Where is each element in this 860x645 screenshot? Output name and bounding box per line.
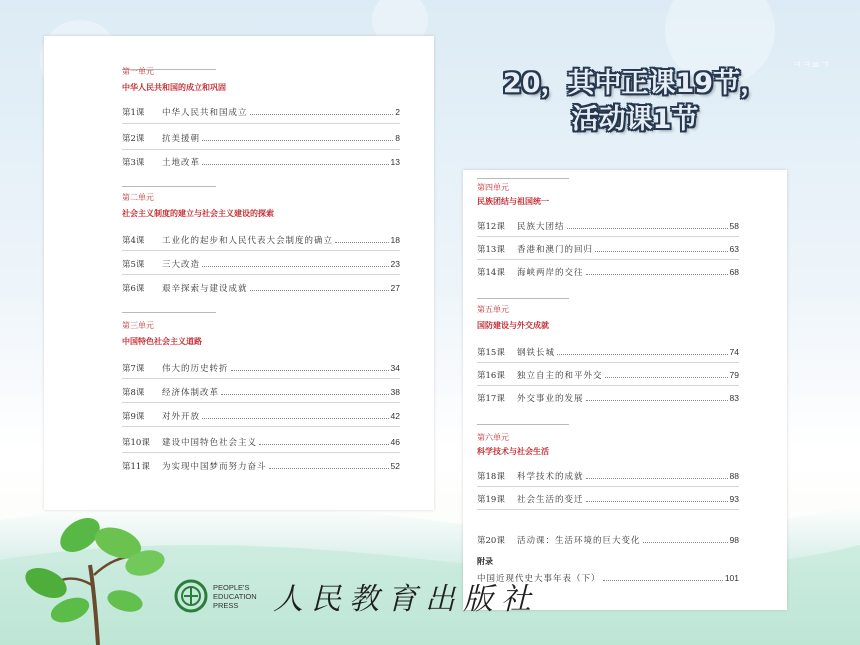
toc-page-right bbox=[463, 170, 787, 610]
unit-number: 第六单元 bbox=[477, 433, 509, 442]
dot-leader bbox=[586, 274, 728, 275]
lesson-title: 外交事业的发展 bbox=[517, 394, 584, 404]
lesson-title: 三大改造 bbox=[162, 260, 201, 270]
slide-headline bbox=[470, 66, 800, 138]
dot-leader bbox=[595, 251, 728, 252]
page-number: 83 bbox=[729, 393, 739, 403]
divider bbox=[122, 149, 400, 150]
unit-number: 第四单元 bbox=[477, 183, 509, 192]
lesson-number: 第16课 bbox=[477, 371, 505, 381]
lesson-number: 第9课 bbox=[122, 412, 145, 422]
unit-number: 第三单元 bbox=[122, 321, 154, 330]
lesson-row[interactable] bbox=[122, 234, 400, 246]
lesson-row[interactable] bbox=[477, 392, 739, 404]
toc-page-left bbox=[44, 36, 434, 510]
divider bbox=[477, 385, 739, 386]
lesson-number: 第7课 bbox=[122, 364, 145, 374]
divider bbox=[122, 378, 400, 379]
dot-leader bbox=[202, 266, 389, 267]
unit-number: 第二单元 bbox=[122, 193, 154, 202]
lesson-row[interactable] bbox=[477, 470, 739, 482]
plant-illustration bbox=[20, 505, 170, 645]
lesson-number: 第10课 bbox=[122, 438, 150, 448]
dot-leader bbox=[231, 370, 389, 371]
lesson-row[interactable] bbox=[122, 460, 400, 472]
publisher-logo-text: PEOPLE'S EDUCATION PRESS bbox=[213, 582, 257, 610]
lesson-number: 第17课 bbox=[477, 394, 505, 404]
dot-leader bbox=[202, 140, 393, 141]
lesson-number: 第5课 bbox=[122, 260, 145, 270]
lesson-title: 社会生活的变迁 bbox=[517, 495, 584, 505]
lesson-number: 第13课 bbox=[477, 245, 505, 255]
lesson-title: 抗美援朝 bbox=[162, 134, 201, 144]
divider bbox=[122, 250, 400, 251]
page-number: 13 bbox=[390, 157, 400, 167]
lesson-title: 活动课：生活环境的巨大变化 bbox=[517, 536, 641, 546]
lesson-row[interactable] bbox=[477, 534, 739, 546]
page-number: 63 bbox=[729, 244, 739, 254]
lesson-number: 第20课 bbox=[477, 536, 505, 546]
divider bbox=[122, 123, 400, 124]
divider bbox=[477, 362, 739, 363]
dot-leader bbox=[605, 377, 728, 378]
dot-leader bbox=[335, 242, 389, 243]
page-number: 88 bbox=[729, 471, 739, 481]
lesson-row[interactable] bbox=[122, 410, 400, 422]
divider bbox=[122, 274, 400, 275]
page-number: 46 bbox=[390, 437, 400, 447]
page-number: 8 bbox=[395, 133, 400, 143]
unit-title: 国防建设与外交成就 bbox=[477, 320, 549, 330]
unit-rule bbox=[477, 178, 569, 179]
page-number: 74 bbox=[729, 347, 739, 357]
lesson-title: 海峡两岸的交往 bbox=[517, 268, 584, 278]
dot-leader bbox=[250, 290, 389, 291]
lesson-title: 经济体制改革 bbox=[162, 388, 220, 398]
lesson-title: 为实现中国梦而努力奋斗 bbox=[162, 462, 267, 472]
lesson-title: 对外开放 bbox=[162, 412, 201, 422]
dot-leader bbox=[221, 394, 389, 395]
lesson-number: 第18课 bbox=[477, 472, 505, 482]
lesson-number: 第19课 bbox=[477, 495, 505, 505]
lesson-row[interactable] bbox=[477, 493, 739, 505]
lesson-title: 工业化的起步和人民代表大会制度的确立 bbox=[162, 236, 334, 246]
unit-title: 中华人民共和国的成立和巩固 bbox=[122, 82, 226, 92]
lesson-number: 第1课 bbox=[122, 108, 145, 118]
lesson-title: 民族大团结 bbox=[517, 222, 565, 232]
unit-title: 科学技术与社会生活 bbox=[477, 446, 549, 456]
lesson-title: 科学技术的成就 bbox=[517, 472, 584, 482]
dot-leader bbox=[557, 354, 728, 355]
lesson-row[interactable] bbox=[477, 266, 739, 278]
lesson-title: 中华人民共和国成立 bbox=[162, 108, 248, 118]
page-number: 42 bbox=[390, 411, 400, 421]
divider bbox=[122, 426, 400, 427]
page-number: 38 bbox=[390, 387, 400, 397]
unit-title: 中国特色社会主义道路 bbox=[122, 336, 202, 346]
publisher-logo bbox=[174, 574, 539, 618]
lesson-title: 钢铁长城 bbox=[517, 348, 556, 358]
appendix-heading: 附录 bbox=[477, 556, 493, 566]
page-number: 23 bbox=[390, 259, 400, 269]
page-number: 18 bbox=[390, 235, 400, 245]
page-number: 58 bbox=[729, 221, 739, 231]
lesson-title: 艰辛探索与建设成就 bbox=[162, 284, 248, 294]
divider bbox=[122, 402, 400, 403]
lesson-number: 第11课 bbox=[122, 462, 150, 472]
headline-line-2: 活动课1节 bbox=[571, 104, 699, 135]
lesson-title: 独立自主的和平外交 bbox=[517, 371, 603, 381]
lesson-row[interactable] bbox=[122, 132, 400, 144]
corner-watermark: ㅋㅋ≡ㄱ bbox=[792, 60, 830, 71]
pep-emblem-icon bbox=[174, 579, 208, 613]
dot-leader bbox=[202, 418, 389, 419]
page-number: 101 bbox=[724, 573, 739, 583]
page-number: 79 bbox=[729, 370, 739, 380]
lesson-number: 第8课 bbox=[122, 388, 145, 398]
lesson-number: 第14课 bbox=[477, 268, 505, 278]
divider bbox=[122, 452, 400, 453]
page-number: 93 bbox=[729, 494, 739, 504]
lesson-number: 第6课 bbox=[122, 284, 145, 294]
publisher-script-name: 人民教育出版社 bbox=[273, 582, 539, 617]
lesson-title: 土地改革 bbox=[162, 158, 201, 168]
divider bbox=[477, 236, 739, 237]
dot-leader bbox=[643, 542, 728, 543]
page-number: 2 bbox=[395, 107, 400, 117]
lesson-row[interactable] bbox=[122, 282, 400, 294]
dot-leader bbox=[269, 468, 389, 469]
lesson-number: 第2课 bbox=[122, 134, 145, 144]
dot-leader bbox=[202, 164, 389, 165]
page-number: 27 bbox=[390, 283, 400, 293]
unit-rule bbox=[122, 186, 216, 187]
lesson-row[interactable] bbox=[122, 258, 400, 270]
dot-leader bbox=[586, 501, 728, 502]
lesson-number: 第4课 bbox=[122, 236, 145, 246]
page-number: 34 bbox=[390, 363, 400, 373]
unit-number: 第一单元 bbox=[122, 67, 154, 76]
dot-leader bbox=[567, 228, 728, 229]
headline-line-1: 20，其中正课19节， bbox=[502, 68, 768, 99]
dot-leader bbox=[586, 400, 728, 401]
divider bbox=[477, 259, 739, 260]
lesson-row[interactable] bbox=[122, 386, 400, 398]
dot-leader bbox=[586, 478, 728, 479]
lesson-title: 建设中国特色社会主义 bbox=[162, 438, 258, 448]
appendix-title: 中国近现代史大事年表（下） bbox=[477, 574, 601, 584]
dot-leader bbox=[603, 580, 723, 581]
divider bbox=[477, 486, 739, 487]
lesson-number: 第12课 bbox=[477, 222, 505, 232]
divider bbox=[477, 509, 739, 510]
lesson-row[interactable] bbox=[477, 346, 739, 358]
lesson-number: 第15课 bbox=[477, 348, 505, 358]
page-number: 68 bbox=[729, 267, 739, 277]
lesson-title: 香港和澳门的回归 bbox=[517, 245, 594, 255]
lesson-row[interactable] bbox=[122, 436, 400, 448]
lesson-number: 第3课 bbox=[122, 158, 145, 168]
lesson-row[interactable] bbox=[122, 106, 400, 118]
page-number: 52 bbox=[390, 461, 400, 471]
lesson-row[interactable] bbox=[122, 156, 400, 168]
dot-leader bbox=[250, 114, 394, 115]
unit-rule bbox=[477, 298, 569, 299]
lesson-row[interactable] bbox=[122, 362, 400, 374]
unit-title: 社会主义制度的建立与社会主义建设的探索 bbox=[122, 208, 274, 218]
unit-rule bbox=[122, 312, 216, 313]
unit-number: 第五单元 bbox=[477, 305, 509, 314]
lesson-title: 伟大的历史转折 bbox=[162, 364, 229, 374]
dot-leader bbox=[259, 444, 389, 445]
lesson-row[interactable] bbox=[477, 220, 739, 232]
lesson-row[interactable] bbox=[477, 243, 739, 255]
unit-title: 民族团结与祖国统一 bbox=[477, 196, 549, 206]
page-number: 98 bbox=[729, 535, 739, 545]
lesson-row[interactable] bbox=[477, 369, 739, 381]
unit-rule bbox=[477, 424, 569, 425]
